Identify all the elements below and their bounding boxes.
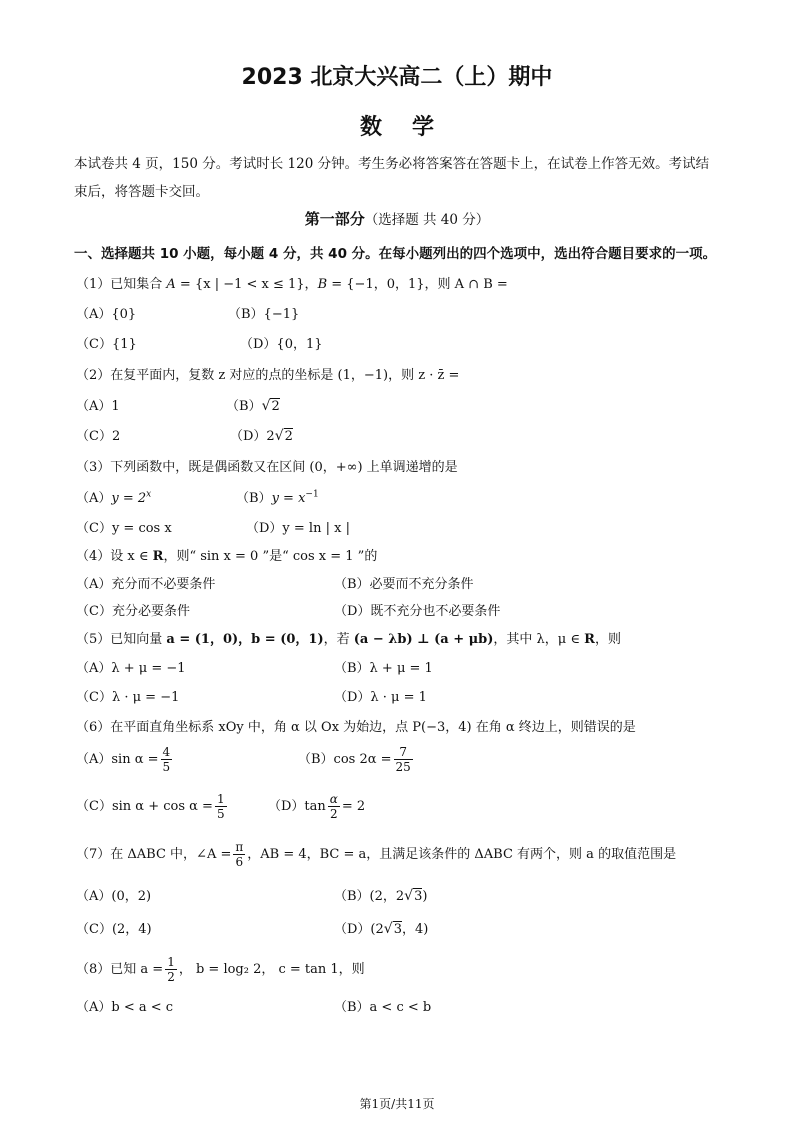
question-1-option-d: （D）{0，1}	[240, 337, 323, 352]
fraction: $\frac{1}{2}$	[167, 955, 175, 984]
question-4-stem: （4）设 x ∈ R，则“ sin x = 0 ”是“ cos x = 1 ”的	[76, 549, 378, 564]
question-5-option-d: （D）λ · μ = 1	[334, 690, 427, 705]
question-4-option-c: （C）充分必要条件	[76, 604, 190, 619]
question-1-option-c: （C）{1}	[76, 337, 137, 352]
question-5-option-b: （B）λ + μ = 1	[334, 661, 433, 676]
question-1-stem: （1）已知集合 A = {x | −1 < x ≤ 1}，B = {−1，0，1}，则 A ∩ B =	[76, 277, 508, 292]
question-5-option-c: （C）λ · μ = −1	[76, 690, 180, 705]
part-one-title: 第一部分	[304, 210, 365, 228]
subject-title: 数学	[359, 115, 464, 140]
question-5-stem: （5）已知向量 a = (1，0)，b = (0，1)，若 (a − λb) ⊥ (a + μb)，其中 λ，μ ∈ R，则	[76, 632, 621, 647]
question-8-option-b: （B）a < c < b	[334, 1000, 432, 1015]
exam-instructions	[74, 150, 722, 206]
fraction: $\frac{\pi}{6}$	[235, 840, 244, 869]
question-6-option-b: （B）cos 2α = $\frac{7}{25}$	[298, 745, 411, 774]
sqrt-symbol: √	[274, 428, 284, 444]
question-7-option-d: （D）(2√3，4)	[334, 921, 429, 937]
question-1-option-b: （B）{−1}	[228, 307, 300, 322]
exam-title: 2023 北京大兴高二（上）期中	[241, 65, 553, 90]
question-6-option-c: （C）sin α + cos α = $\frac{1}{5}$	[76, 792, 225, 821]
question-6-option-a: （A）sin α = $\frac{4}{5}$	[76, 745, 171, 774]
question-8-option-a: （A）b < a < c	[76, 1000, 174, 1015]
question-6-option-d: （D）tan $\frac{\alpha}{2}$ = 2	[268, 792, 366, 821]
instructions-line-1: 本试卷共 4 页，150 分。考试时长 120 分钟。考生务必将答案答在答题卡上，在试卷上作答无效。考试结	[74, 156, 710, 172]
part-one-heading	[0, 208, 794, 229]
instructions-line-2: 束后，将答题卡交回。	[74, 184, 209, 200]
question-3-option-c: （C）y = cos x	[76, 521, 172, 536]
page-number: 第1页/共11页	[359, 1097, 435, 1111]
question-2-option-c: （C）2	[76, 429, 121, 444]
fraction: $\frac{1}{5}$	[216, 792, 225, 821]
sqrt-symbol: √	[261, 398, 271, 414]
question-7-option-a: （A）(0，2)	[76, 889, 152, 904]
sqrt-symbol: √	[404, 888, 414, 904]
question-3-option-a: $(A)y = 2^x$	[76, 489, 152, 506]
question-8-stem: （8）已知 a = $\frac{1}{2}$ ， b = log₂ 2， c = tan 1，则	[76, 955, 365, 984]
question-2-option-b: （B）√2	[226, 398, 280, 414]
question-1-option-a: （A）{0}	[76, 307, 137, 322]
part-one-note: （选择题 共 40 分）	[364, 212, 490, 228]
sqrt-symbol: √	[383, 921, 393, 937]
question-7-option-c: （C）(2，4)	[76, 922, 152, 937]
question-2-option-a: （A）1	[76, 399, 120, 414]
question-2-option-d: （D）2√2	[230, 428, 293, 444]
question-7-option-b: （B）(2，2√3)	[334, 888, 428, 904]
question-4-option-a: （A）充分而不必要条件	[76, 577, 216, 592]
fraction: $\frac{7}{25}$	[395, 745, 411, 774]
question-7-stem: （7）在 ΔABC 中，∠A = $\frac{\pi}{6}$ ，AB = 4，BC = a，且满足该条件的 ΔABC 有两个，则 a 的取值范围是	[76, 840, 677, 869]
question-5-option-a: （A）λ + μ = −1	[76, 661, 186, 676]
fraction: $\frac{4}{5}$	[162, 745, 171, 774]
question-3-option-d: （D）y = ln | x |	[246, 521, 350, 536]
section-one-heading: 一、选择题共 10 小题，每小题 4 分，共 40 分。在每小题列出的四个选项中，选出符合题目要求的一项。	[74, 246, 717, 262]
question-3-option-b: $(B)y = x^{-1}$	[236, 489, 319, 506]
question-4-option-b: （B）必要而不充分条件	[334, 577, 474, 592]
fraction: $\frac{\alpha}{2}$	[329, 792, 338, 821]
question-4-option-d: （D）既不充分也不必要条件	[334, 604, 501, 619]
question-3-stem: （3）下列函数中，既是偶函数又在区间 (0，+∞) 上单调递增的是	[76, 460, 458, 475]
question-2-stem: （2）在复平面内，复数 z 对应的点的坐标是 (1，−1)，则 z · z̄ =	[76, 368, 460, 383]
question-6-stem: （6）在平面直角坐标系 xOy 中，角 α 以 Ox 为始边，点 P(−3，4) 在角 α 终边上，则错误的是	[76, 720, 636, 735]
